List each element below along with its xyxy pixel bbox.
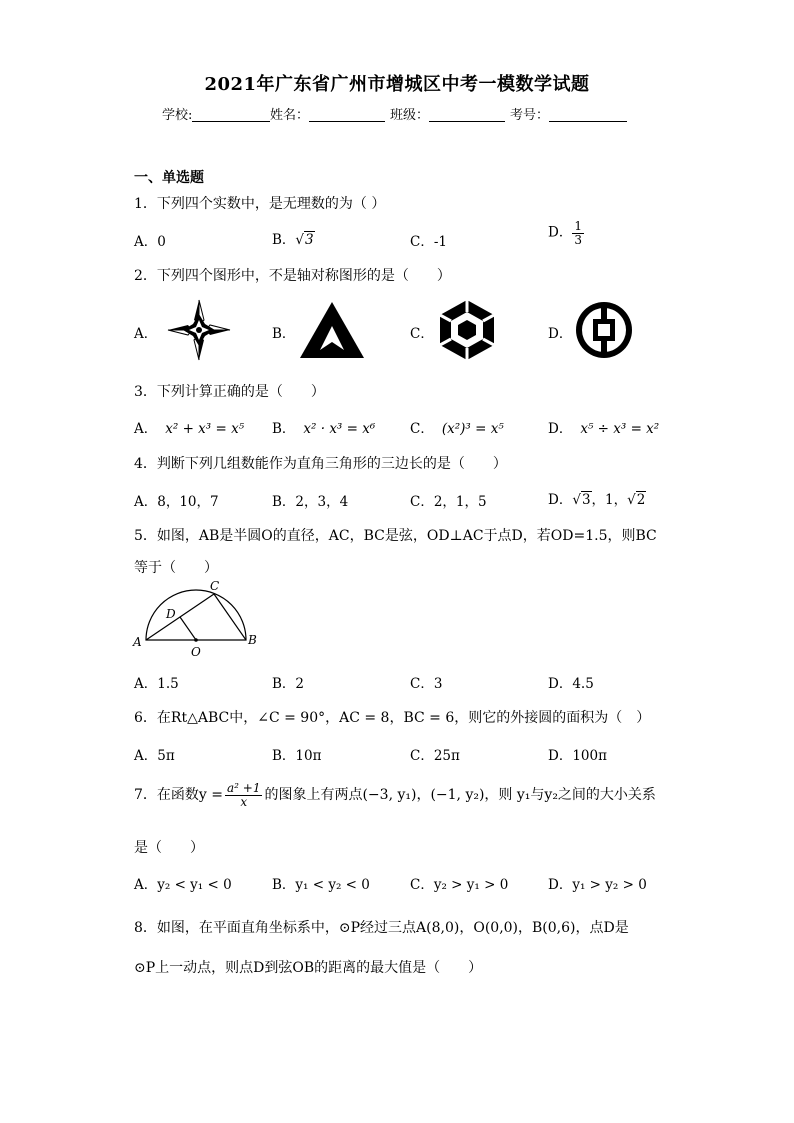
figure-label-c: C — [210, 579, 220, 593]
q2-option-d: D． — [548, 326, 573, 342]
q7-option-c: C．y₂ > y₁ > 0 — [410, 877, 509, 893]
q4-stem: 4．判断下列几组数能作为直角三角形的三边长的是（ ） — [134, 456, 507, 472]
name-field — [270, 104, 385, 123]
q3-option-c-prefix: C． — [410, 421, 434, 437]
exam-no-label: 考号： — [510, 108, 550, 123]
triangle-logo-icon — [298, 300, 366, 360]
q7-option-d: D．y₁ > y₂ > 0 — [548, 877, 647, 893]
section-heading: 一、单选题 — [134, 170, 204, 186]
q2-option-a: A． — [134, 326, 158, 342]
sqrt-symbol: √3 — [572, 492, 591, 508]
school-label: 学校: — [162, 108, 193, 123]
q2-option-c: C． — [410, 326, 434, 342]
school-blank — [192, 108, 270, 122]
q4-radicand-1: 3 — [581, 492, 591, 508]
fraction-denominator: 3 — [574, 232, 582, 247]
q6-option-d: D．100π — [548, 748, 607, 764]
name-label: 姓名： — [270, 108, 310, 123]
q6-stem: 6．在Rt△ABC中，∠C = 90°，AC = 8，BC = 6，则它的外接圆的面积为（ ） — [134, 710, 651, 726]
q1-option-a: A．0 — [134, 234, 166, 250]
fraction-numerator: 1 — [574, 219, 582, 233]
fraction-denominator: x — [240, 794, 248, 809]
q4-option-b: B．2，3，4 — [272, 494, 349, 510]
page-title: 2021年广东省广州市增城区中考一模数学试题 — [204, 74, 590, 95]
q3-option-a — [134, 417, 244, 437]
q7-fraction — [225, 782, 262, 808]
q7-option-b: B．y₁ < y₂ < 0 — [272, 877, 370, 893]
fraction-numerator: a² +1 — [227, 781, 261, 795]
school-field — [162, 104, 270, 123]
q4-option-c: C．2，1，5 — [410, 494, 487, 510]
sqrt-symbol: √2 — [627, 492, 646, 508]
q3-option-b — [272, 417, 375, 437]
sqrt-symbol: √3 — [295, 232, 314, 248]
q5-stem-line2: 等于（ ） — [134, 560, 218, 576]
q3-option-d — [548, 417, 659, 437]
figure-label-a: A — [133, 635, 142, 649]
q3-option-d-prefix: D． — [548, 421, 573, 437]
q5-option-d: D．4.5 — [548, 676, 594, 692]
figure-label-b: B — [248, 633, 257, 647]
q7-stem-post: 的图象上有两点(−3, y₁)，(−1, y₂)，则 y₁与y₂之间的大小关系 — [264, 787, 656, 804]
figure-label-o: O — [191, 645, 201, 659]
exam-no-field — [510, 104, 627, 123]
q4-radicand-2: 2 — [636, 492, 646, 508]
compass-star-icon — [166, 298, 232, 362]
class-label: 班级： — [390, 108, 430, 123]
q4-option-d-prefix: D． — [548, 492, 573, 508]
q3-stem: 3．下列计算正确的是（ ） — [134, 384, 325, 400]
q3-option-b-expr: x² · x³ = x⁶ — [303, 421, 376, 437]
name-blank — [309, 108, 385, 122]
q8-stem-line2: ⊙P上一动点，则点D到弦OB的距离的最大值是（ ） — [134, 960, 483, 976]
q3-option-a-prefix: A． — [134, 421, 158, 437]
q7-stem-pre: 7．在函数y = — [134, 787, 223, 804]
q5-option-a: A．1.5 — [134, 676, 179, 692]
q2-stem: 2．下列四个图形中，不是轴对称图形的是（ ） — [134, 268, 451, 284]
hexagon-swirl-icon — [437, 298, 497, 362]
figure-label-d: D — [166, 607, 176, 621]
q6-option-c: C．25π — [410, 748, 460, 764]
q8-stem-line1: 8．如图，在平面直角坐标系中，⊙P经过三点A(8,0)，O(0,0)，B(0,6)，点D是 — [134, 920, 629, 936]
q7-stem — [134, 782, 656, 808]
q3-option-a-expr: x² + x³ = x⁵ — [165, 421, 245, 437]
q3-option-c — [410, 417, 504, 437]
q7-stem-line2: 是（ ） — [134, 840, 204, 856]
q1-option-b-radicand: 3 — [305, 232, 314, 248]
coin-bank-icon — [574, 300, 634, 360]
q2-option-b: B． — [272, 326, 296, 342]
q5-stem-line1: 5．如图，AB是半圆O的直径，AC，BC是弦，OD⊥AC于点D，若OD=1.5，则BC — [134, 528, 657, 544]
q1-option-d — [548, 220, 584, 246]
q1-option-b — [272, 228, 315, 248]
q1-option-b-prefix: B． — [272, 232, 296, 248]
q3-option-b-prefix: B． — [272, 421, 296, 437]
q3-option-d-expr: x⁵ ÷ x³ = x² — [580, 421, 660, 437]
class-blank — [429, 108, 505, 122]
q4-option-d-mid: ，1， — [591, 492, 628, 508]
q1-option-d-prefix: D． — [548, 224, 573, 241]
q1-option-d-fraction — [572, 220, 584, 246]
q5-option-c: C．3 — [410, 676, 443, 692]
exam-no-blank — [549, 108, 627, 122]
q3-option-c-expr: (x²)³ = x⁵ — [441, 421, 504, 437]
q5-option-b: B．2 — [272, 676, 305, 692]
q6-option-a: A．5π — [134, 748, 175, 764]
q7-option-a: A．y₂ < y₁ < 0 — [134, 877, 232, 893]
q4-option-d — [548, 488, 646, 508]
q6-option-b: B．10π — [272, 748, 322, 764]
semicircle-figure — [130, 578, 266, 660]
q1-stem: 1．下列四个实数中，是无理数的为（ ） — [134, 196, 386, 212]
q1-option-c: C．-1 — [410, 234, 447, 250]
q4-option-a: A．8，10，7 — [134, 494, 219, 510]
class-field — [390, 104, 505, 123]
